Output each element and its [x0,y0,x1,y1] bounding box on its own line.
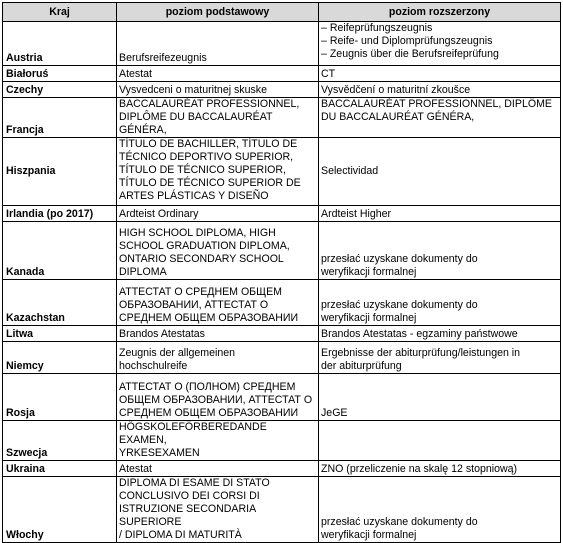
table-row [3,98,561,138]
basic-level-cell: Brandos Atestatas [117,326,319,342]
table-row [3,477,561,543]
country-cell: Kanada [3,222,117,280]
country-cell: Rosja [3,374,117,421]
table-row [3,326,561,342]
table-row [3,461,561,477]
country-cell: Francja [3,98,117,138]
extended-level-cell: CT [319,66,561,82]
header-extended-level: poziom rozszerzony [319,3,561,22]
basic-level-cell: TÍTULO DE BACHILLER, TÍTULO DE TÉCNICO DEPORTIVO SUPERIOR, TÍTULO DE TÉCNICO SUPERIOR, TÍTULO DE TÉCNICO SUPERIOR DE ARTES PLÁSTICAS Y DISEÑO [117,138,319,206]
country-cell: Litwa [3,326,117,342]
extended-level-cell: Brandos Atestatas - egzaminy państwowe [319,326,561,342]
table-row [3,22,561,66]
basic-level-cell: Ardteist Ordinary [117,206,319,222]
extended-level-cell: przesłać uzyskane dokumenty do weryfikacji formalnej [319,280,561,326]
table-row [3,280,561,326]
country-cell: Szwecja [3,421,117,461]
basic-level-cell: DIPLOMA DI ESAME DI STATO CONCLUSIVO DEI CORSI DI ISTRUZIONE SECONDARIA SUPERIORE / DIPLOMA DI MATURITÀ [117,477,319,543]
extended-level-cell: Selectividad [319,138,561,206]
country-cell: Irlandia (po 2017) [3,206,117,222]
basic-level-cell: Zeugnis der allgemeinen hochschulreife [117,342,319,374]
extended-level-cell: JeGE [319,374,561,421]
basic-level-cell: BACCALAURÉAT PROFESSIONNEL, DIPLÔME DU BACCALAURÉAT GÉNÉRA, [117,98,319,138]
basic-level-cell: АТТЕСТАТ О СРЕДНЕМ ОБЩЕМ ОБРАЗОВАНИИ, АТТЕСТАТ О СРЕДНЕМ ОБЩЕМ ОБРАЗОВАНИИ [117,280,319,326]
basic-level-cell: АТТЕСТАТ О (ПОЛНОМ) СРЕДНЕМ ОБЩЕМ ОБРАЗОВАНИИ, АТТЕСТАТ О СРЕДНЕМ ОБЩЕМ ОБРАЗОВАНИИ [117,374,319,421]
country-cell: Austria [3,22,117,66]
header-row [3,3,561,22]
header-basic-level: poziom podstawowy [117,3,319,22]
table-row [3,421,561,461]
basic-level-cell: Atestat [117,66,319,82]
table-row [3,342,561,374]
basic-level-cell: HÖGSKOLEFÖRBEREDANDE EXAMEN, YRKESEXAMEN [117,421,319,461]
table-row [3,138,561,206]
header-country: Kraj [3,3,117,22]
table-row [3,82,561,98]
country-cell: Hiszpania [3,138,117,206]
extended-level-cell: Ardteist Higher [319,206,561,222]
country-cell: Kazachstan [3,280,117,326]
extended-level-cell: BACCALAURÉAT PROFESSIONNEL, DIPLÔME DU BACCALAURÉAT GÉNÉRA, [319,98,561,138]
extended-level-cell: przesłać uzyskane dokumenty do weryfikacji formalnej [319,222,561,280]
extended-level-cell: Ergebnisse der abiturprüfung/leistungen in der abiturprüfung [319,342,561,374]
country-cell: Białoruś [3,66,117,82]
basic-level-cell: Berufsreifezeugnis [117,22,319,66]
extended-level-cell: Vysvědčení o maturitní zkoušce [319,82,561,98]
qualifications-table [2,2,561,543]
country-cell: Ukraina [3,461,117,477]
basic-level-cell: Vysvedceni o maturitnej skuske [117,82,319,98]
country-cell: Włochy [3,477,117,543]
extended-level-cell: – Reifeprüfungszeugnis – Reife- und Diplomprüfungszeugnis – Zeugnis über die Berufsreifeprüfung [319,22,561,66]
table-row [3,374,561,421]
extended-level-cell [319,421,561,461]
extended-level-cell: ZNO (przeliczenie na skalę 12 stopniową) [319,461,561,477]
basic-level-cell: HIGH SCHOOL DIPLOMA, HIGH SCHOOL GRADUATION DIPLOMA, ONTARIO SECONDARY SCHOOL DIPLOMA [117,222,319,280]
table-row [3,206,561,222]
table-row [3,66,561,82]
table-row [3,222,561,280]
country-cell: Niemcy [3,342,117,374]
basic-level-cell: Atestat [117,461,319,477]
country-cell: Czechy [3,82,117,98]
extended-level-cell: przesłać uzyskane dokumenty do weryfikacji formalnej [319,477,561,543]
